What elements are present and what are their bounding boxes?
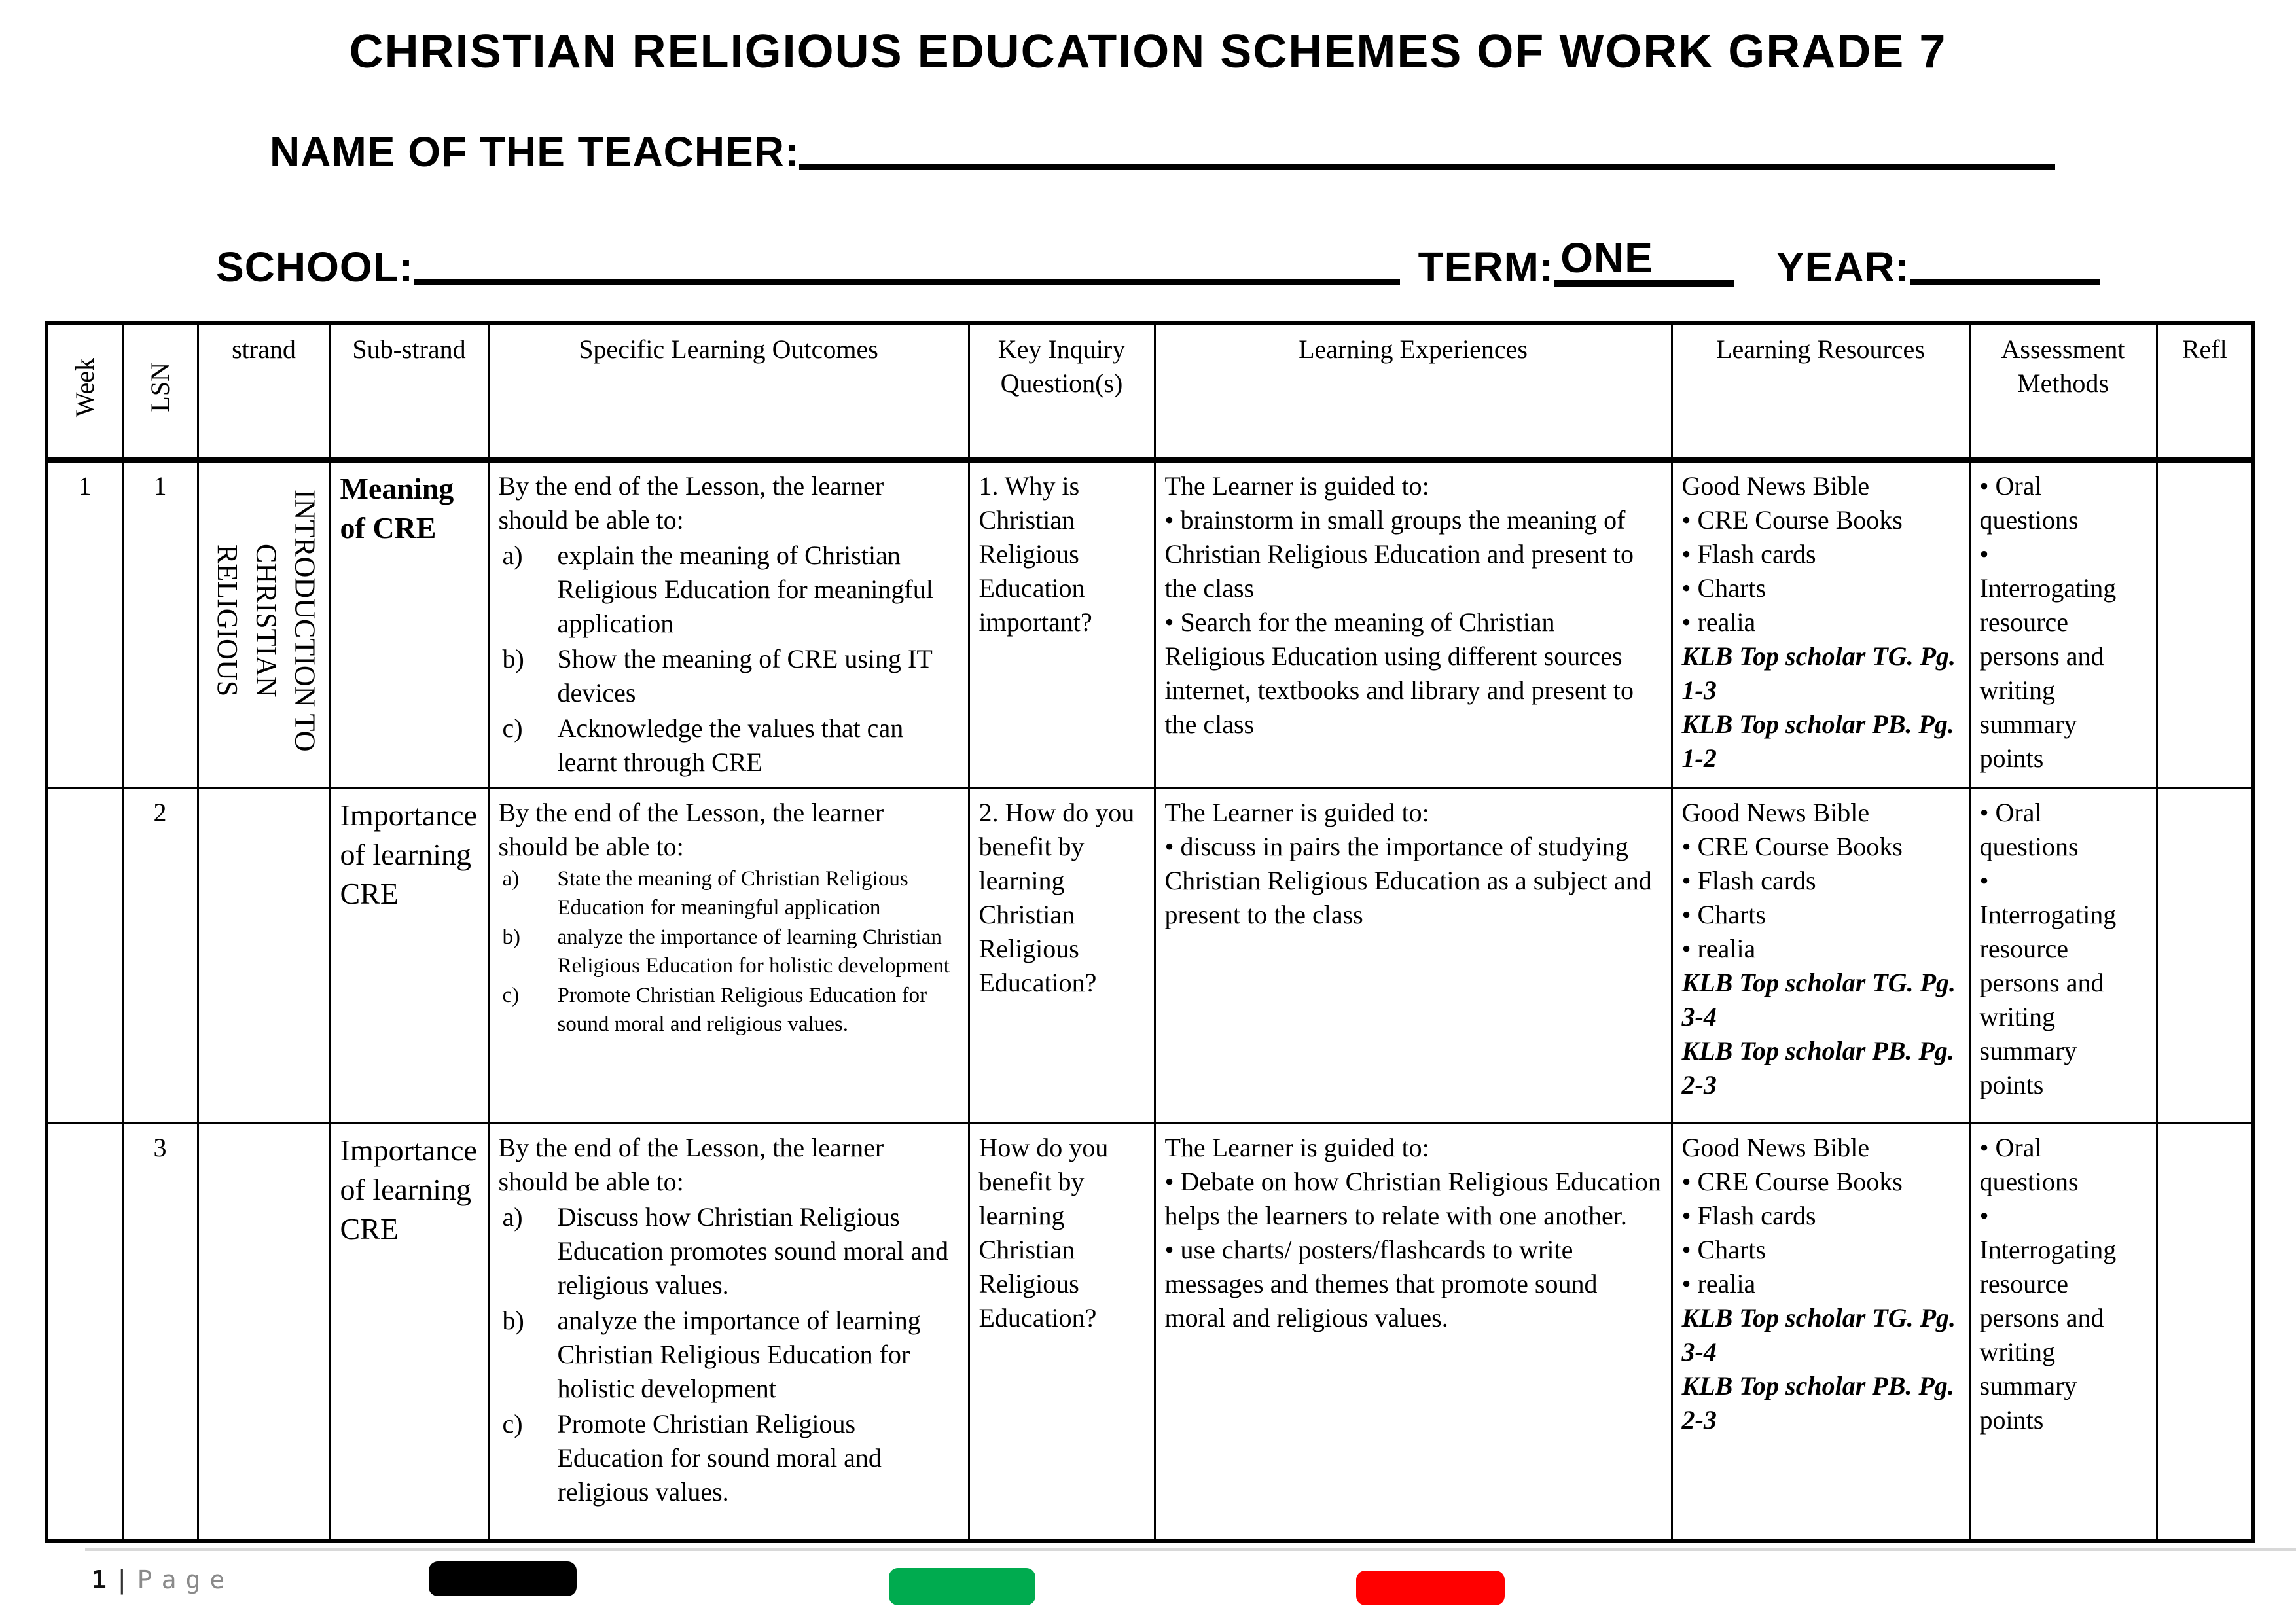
outcome-item: [499, 982, 959, 1039]
page-number-value: 1: [92, 1565, 107, 1594]
col-header-resources: Learning Resources: [1672, 323, 1969, 460]
cell-week: [46, 788, 122, 1123]
year-blank-line: [1910, 253, 2100, 285]
experiences-intro: The Learner is guided to:: [1164, 471, 1429, 501]
cell-assessment: [1969, 1123, 2157, 1541]
table-row: [46, 1123, 2253, 1541]
teacher-label: NAME OF THE TEACHER:: [270, 128, 800, 175]
school-label: SCHOOL:: [216, 243, 414, 291]
experience-bullet: • discuss in pairs the importance of studying Christian Religious Education as a subject and present to the class: [1164, 832, 1652, 929]
experience-bullet: • Search for the meaning of Christian Religious Education using different sources internet, textbooks and library and present to the class: [1164, 607, 1634, 739]
outcomes-intro: By the end of the Lesson, the learner should be able to:: [498, 798, 884, 861]
year-label: YEAR:: [1776, 243, 1910, 291]
assessment-line: Interrogating resource persons and writing summary points: [1979, 1235, 2117, 1435]
resource-item: • realia: [1681, 607, 1756, 637]
cell-experiences: [1155, 1123, 1672, 1541]
cell-resources: [1672, 1123, 1969, 1541]
outcome-label: a): [502, 1202, 523, 1232]
cell-week: [46, 1123, 122, 1541]
cell-outcomes: [488, 1123, 969, 1541]
strand-vertical-text: [208, 469, 325, 772]
cell-week: 1: [46, 460, 122, 788]
cell-lsn: 3: [122, 1123, 198, 1541]
outcome-text: Acknowledge the values that can learnt through CRE: [557, 713, 904, 777]
cell-resources: [1672, 788, 1969, 1123]
strand-line: CHRISTIAN: [250, 543, 283, 698]
assessment-line: • Oral questions: [1979, 471, 2079, 535]
cell-outcomes: [488, 460, 969, 788]
scheme-of-work-table-wrap: [45, 321, 2255, 1543]
cell-outcomes: [488, 788, 969, 1123]
resource-book: KLB Top scholar TG. Pg. 3-4: [1681, 968, 1956, 1031]
cell-refl: [2157, 788, 2253, 1123]
experiences-intro: The Learner is guided to:: [1164, 1133, 1429, 1162]
term-value-underlined: [1554, 234, 1734, 287]
outcome-item: [499, 711, 959, 779]
page-number: [92, 1565, 234, 1594]
col-header-sub-strand: Sub-strand: [330, 323, 488, 460]
resource-item: • realia: [1681, 934, 1756, 963]
resource-item: • realia: [1681, 1269, 1756, 1298]
col-header-assessment: Assessment Methods: [1969, 323, 2157, 460]
cell-key-inquiry: 2. How do you benefit by learning Christian Religious Education?: [969, 788, 1155, 1123]
outcome-text: explain the meaning of Christian Religious Education for meaningful application: [557, 541, 933, 638]
outcome-label: a): [502, 541, 523, 570]
assessment-line: •: [1979, 866, 1989, 895]
outcome-label: b): [502, 925, 520, 950]
table-row: [46, 788, 2253, 1123]
cell-assessment: [1969, 788, 2157, 1123]
outcome-text: Show the meaning of CRE using IT devices: [557, 644, 933, 707]
green-bar: [889, 1568, 1035, 1605]
resource-item: • Charts: [1681, 573, 1766, 603]
footer-separator-line: [85, 1548, 2296, 1551]
cell-sub-strand: Importance of learning CRE: [330, 1123, 488, 1541]
resource-item: • Flash cards: [1681, 539, 1816, 569]
assessment-line: Interrogating resource persons and writing summary points: [1979, 573, 2117, 773]
outcome-text: Promote Christian Religious Education for sound moral and religious values.: [557, 984, 927, 1036]
page-number-separator: |: [114, 1565, 130, 1594]
experience-bullet: • use charts/ posters/flashcards to write messages and themes that promote sound moral and religious values.: [1164, 1235, 1598, 1332]
cell-lsn: 1: [122, 460, 198, 788]
term-blank-tail: [1653, 272, 1731, 279]
assessment-line: •: [1979, 539, 1989, 569]
outcome-label: c): [502, 1409, 523, 1438]
col-header-outcomes: Specific Learning Outcomes: [488, 323, 969, 460]
strand-line: INTRODUCTION TO: [289, 489, 321, 752]
outcome-item: [499, 1304, 959, 1406]
resource-item: • CRE Course Books: [1681, 505, 1903, 535]
resource-item: Good News Bible: [1681, 1133, 1870, 1162]
outcome-item: [499, 539, 959, 641]
resource-book: KLB Top scholar TG. Pg. 1-3: [1681, 641, 1956, 705]
col-header-week: [46, 323, 122, 460]
resource-book: KLB Top scholar PB. Pg. 2-3: [1681, 1036, 1954, 1099]
outcome-text: analyze the importance of learning Christian Religious Education for holistic development: [557, 1306, 921, 1403]
cell-key-inquiry: 1. Why is Christian Religious Education important?: [969, 460, 1155, 788]
outcomes-intro: By the end of the Lesson, the learner should be able to:: [498, 471, 884, 535]
assessment-line: Interrogating resource persons and writing summary points: [1979, 900, 2117, 1099]
resource-item: • Flash cards: [1681, 866, 1816, 895]
experiences-intro: The Learner is guided to:: [1164, 798, 1429, 827]
resource-item: • Charts: [1681, 900, 1766, 929]
outcome-text: Discuss how Christian Religious Education promotes sound moral and religious values.: [557, 1202, 949, 1300]
experience-bullet: • Debate on how Christian Religious Education helps the learners to relate with one another.: [1164, 1167, 1661, 1230]
cell-refl: [2157, 460, 2253, 788]
resource-item: Good News Bible: [1681, 471, 1870, 501]
outcome-text: State the meaning of Christian Religious Education for meaningful application: [557, 867, 908, 919]
outcome-label: b): [502, 1306, 524, 1335]
resource-item: • Charts: [1681, 1235, 1766, 1264]
term-value: ONE: [1560, 234, 1653, 281]
resource-item: • CRE Course Books: [1681, 832, 1903, 861]
outcome-label: c): [502, 713, 523, 743]
col-header-refl: Refl: [2157, 323, 2253, 460]
outcome-text: analyze the importance of learning Christian Religious Education for holistic development: [557, 925, 950, 978]
cell-lsn: 2: [122, 788, 198, 1123]
col-header-key-inquiry: Key Inquiry Question(s): [969, 323, 1155, 460]
outcome-item: [499, 865, 959, 922]
red-bar: [1356, 1571, 1505, 1605]
strand-line: RELIGIOUS: [211, 544, 243, 697]
scheme-of-work-table: [45, 321, 2255, 1543]
school-term-year-line: [216, 234, 2100, 291]
cell-sub-strand: Meaning of CRE: [330, 460, 488, 788]
outcome-item: [499, 923, 959, 980]
outcome-item: [499, 1407, 959, 1509]
black-bar: [429, 1561, 577, 1596]
cell-experiences: [1155, 788, 1672, 1123]
resource-item: • Flash cards: [1681, 1201, 1816, 1230]
outcome-label: a): [502, 867, 520, 891]
col-header-experiences: Learning Experiences: [1155, 323, 1672, 460]
resource-book: KLB Top scholar PB. Pg. 2-3: [1681, 1371, 1954, 1435]
outcome-label: c): [502, 984, 520, 1008]
page-number-word: Page: [137, 1565, 234, 1594]
cell-strand: [198, 788, 330, 1123]
resource-item: • CRE Course Books: [1681, 1167, 1903, 1196]
assessment-line: • Oral questions: [1979, 1133, 2079, 1196]
outcome-label: b): [502, 644, 524, 673]
assessment-line: •: [1979, 1201, 1989, 1230]
outcome-text: Promote Christian Religious Education for sound moral and religious values.: [557, 1409, 882, 1507]
outcomes-intro: By the end of the Lesson, the learner should be able to:: [498, 1133, 884, 1196]
col-header-lsn: [122, 323, 198, 460]
teacher-blank-line: [799, 138, 2055, 170]
experience-bullet: • brainstorm in small groups the meaning of Christian Religious Education and present to the class: [1164, 505, 1634, 603]
cell-refl: [2157, 1123, 2253, 1541]
table-row: [46, 460, 2253, 788]
header-row: [46, 323, 2253, 460]
assessment-line: • Oral questions: [1979, 798, 2079, 861]
resource-book: KLB Top scholar TG. Pg. 3-4: [1681, 1303, 1956, 1366]
lsn-header-text: LSN: [145, 363, 175, 412]
outcome-item: [499, 1200, 959, 1302]
school-blank-line: [414, 253, 1399, 285]
teacher-name-line: [270, 128, 2055, 175]
resource-item: Good News Bible: [1681, 798, 1870, 827]
term-label: TERM:: [1418, 243, 1554, 291]
cell-strand: [198, 1123, 330, 1541]
col-header-strand: strand: [198, 323, 330, 460]
outcome-item: [499, 642, 959, 710]
cell-strand: [198, 460, 330, 788]
resource-book: KLB Top scholar PB. Pg. 1-2: [1681, 709, 1954, 773]
cell-sub-strand: Importance of learning CRE: [330, 788, 488, 1123]
cell-resources: [1672, 460, 1969, 788]
cell-assessment: [1969, 460, 2157, 788]
cell-key-inquiry: How do you benefit by learning Christian Religious Education?: [969, 1123, 1155, 1541]
cell-experiences: [1155, 460, 1672, 788]
week-header-text: Week: [69, 357, 99, 418]
page-title: CHRISTIAN RELIGIOUS EDUCATION SCHEMES OF WORK GRADE 7: [349, 26, 1947, 78]
